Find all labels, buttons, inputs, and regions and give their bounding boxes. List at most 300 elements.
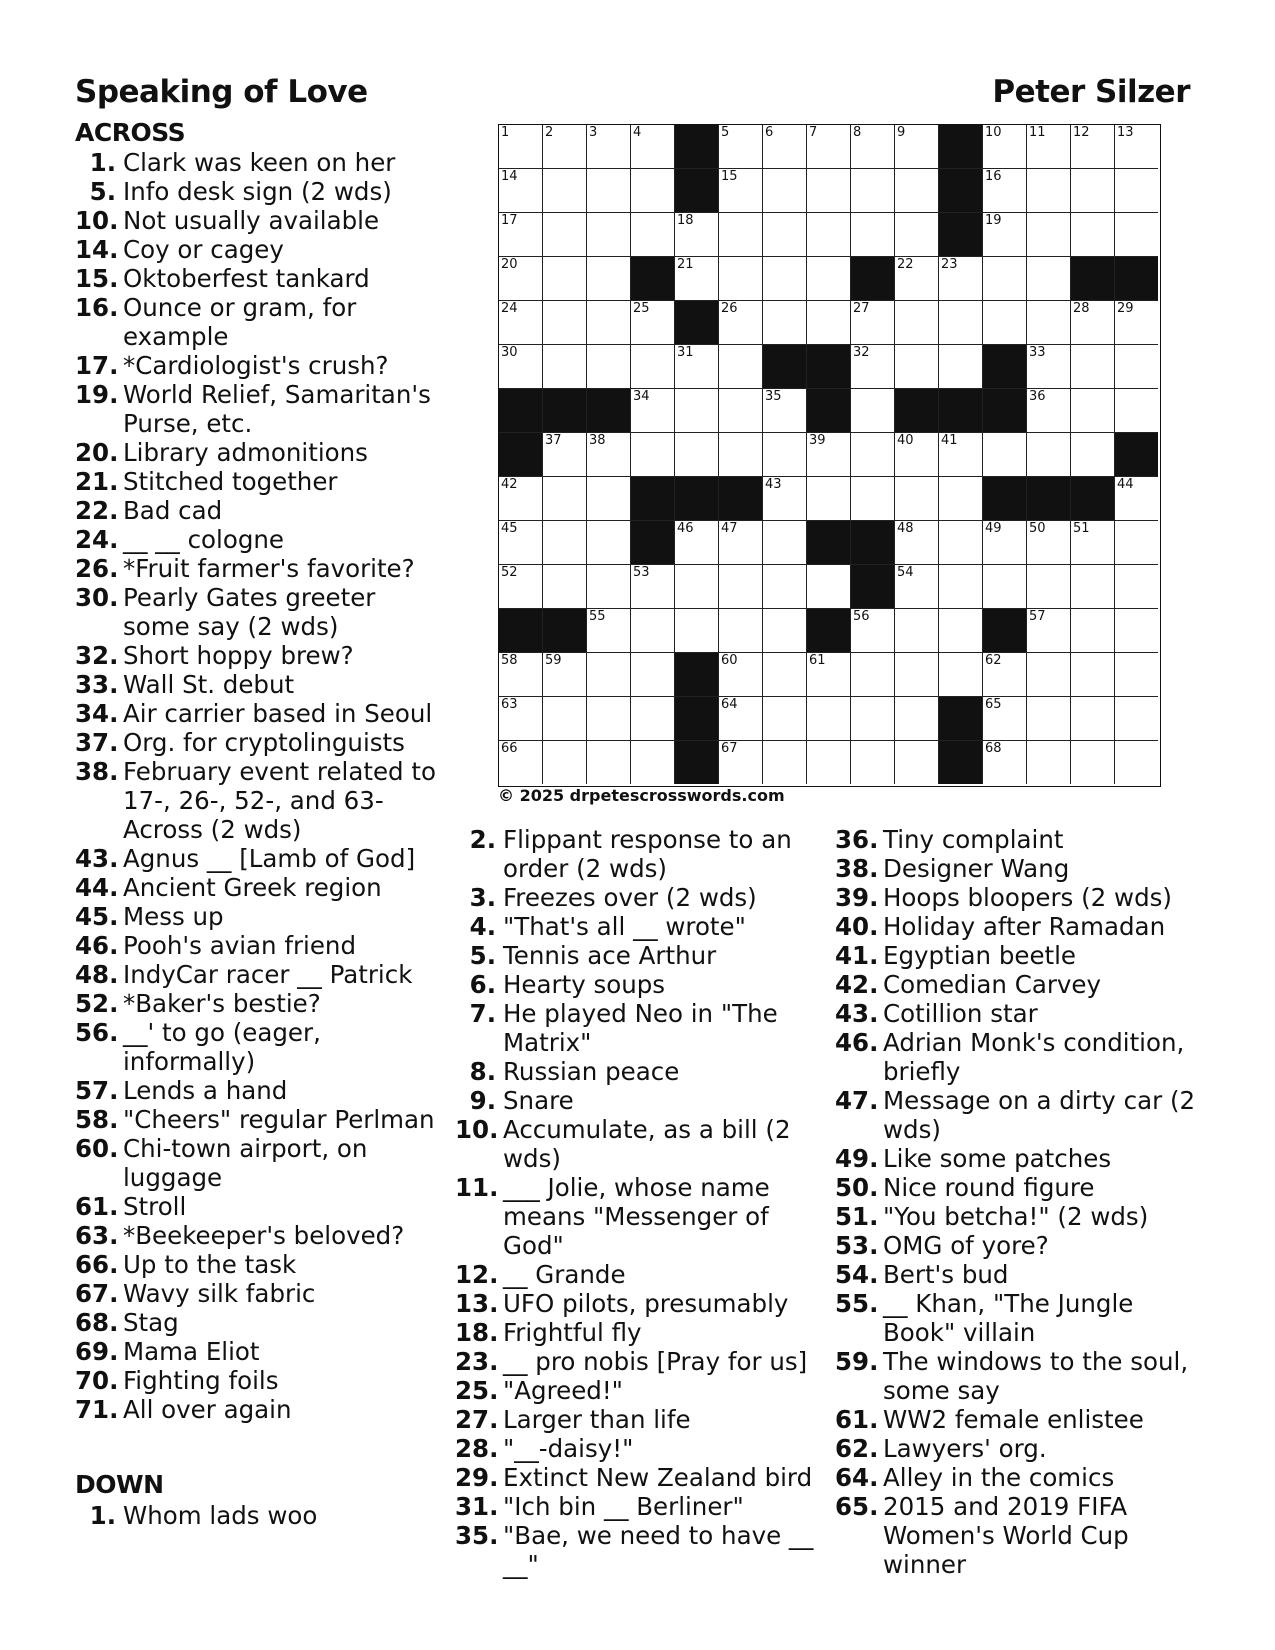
grid-cell[interactable] <box>543 301 587 345</box>
grid-cell[interactable] <box>587 213 631 257</box>
grid-cell[interactable] <box>1071 741 1115 784</box>
grid-cell[interactable] <box>1027 389 1071 433</box>
cell-number: 62 <box>985 653 1002 668</box>
grid-cell[interactable] <box>719 653 763 697</box>
grid-cell[interactable] <box>499 697 543 741</box>
grid-cell[interactable] <box>895 521 939 565</box>
clue-item <box>835 1144 1207 1173</box>
grid-cell[interactable] <box>763 565 807 609</box>
clue-number: 61. <box>835 1405 879 1434</box>
clue-text: Mess up <box>123 902 224 931</box>
grid-cell[interactable] <box>763 301 807 345</box>
clue-number: 41. <box>835 941 879 970</box>
cell-number: 42 <box>501 477 518 492</box>
cell-number: 26 <box>721 301 738 316</box>
grid-cell[interactable] <box>763 257 807 301</box>
grid-cell[interactable] <box>543 345 587 389</box>
clue-text: 2015 and 2019 FIFA Women's World Cup winner <box>883 1492 1129 1579</box>
grid-cell[interactable] <box>499 565 543 609</box>
clue-item <box>75 1076 447 1105</box>
grid-cell[interactable] <box>1115 521 1158 565</box>
clue-text: Like some patches <box>883 1144 1112 1173</box>
grid-cell[interactable] <box>587 257 631 301</box>
grid-block <box>939 741 983 784</box>
grid-cell[interactable] <box>983 301 1027 345</box>
clue-number: 52. <box>75 989 119 1018</box>
grid-cell[interactable] <box>939 345 983 389</box>
grid-cell[interactable] <box>631 389 675 433</box>
grid-cell[interactable] <box>719 213 763 257</box>
clue-item <box>75 1366 447 1395</box>
cell-number: 6 <box>765 125 774 140</box>
clue-item <box>455 1405 823 1434</box>
grid-cell[interactable] <box>851 433 895 477</box>
clue-text: "That's all __ wrote" <box>503 912 746 941</box>
grid-cell[interactable] <box>719 521 763 565</box>
grid-cell[interactable] <box>587 169 631 213</box>
clue-number: 44. <box>75 873 119 902</box>
grid-cell[interactable] <box>807 433 851 477</box>
grid-cell[interactable] <box>939 565 983 609</box>
clue-text: Extinct New Zealand bird <box>503 1463 813 1492</box>
cell-number: 13 <box>1117 125 1134 140</box>
grid-cell[interactable] <box>807 213 851 257</box>
grid-block <box>631 521 675 565</box>
grid-cell[interactable] <box>1027 213 1071 257</box>
grid-cell[interactable] <box>1027 653 1071 697</box>
clue-text: __ Grande <box>503 1260 626 1289</box>
grid-cell[interactable] <box>895 697 939 741</box>
grid-cell[interactable] <box>499 213 543 257</box>
grid-cell[interactable] <box>1115 169 1158 213</box>
grid-cell[interactable] <box>939 477 983 521</box>
clue-number: 1. <box>89 1501 116 1530</box>
grid-cell[interactable] <box>851 609 895 653</box>
grid-cell[interactable] <box>1071 125 1115 169</box>
grid-cell[interactable] <box>1027 345 1071 389</box>
cell-number: 44 <box>1117 477 1134 492</box>
grid-cell[interactable] <box>763 741 807 784</box>
grid-cell[interactable] <box>983 257 1027 301</box>
grid-cell[interactable] <box>807 477 851 521</box>
clue-text: Ancient Greek region <box>123 873 382 902</box>
clue-item <box>75 1250 447 1279</box>
grid-cell[interactable] <box>631 301 675 345</box>
grid-cell[interactable] <box>675 565 719 609</box>
clue-text: WW2 female enlistee <box>883 1405 1144 1434</box>
grid-cell[interactable] <box>543 213 587 257</box>
grid-cell[interactable] <box>719 301 763 345</box>
grid-cell[interactable] <box>983 433 1027 477</box>
clue-text: *Fruit farmer's favorite? <box>123 554 415 583</box>
grid-cell[interactable] <box>719 125 763 169</box>
grid-cell[interactable] <box>939 609 983 653</box>
clue-number: 46. <box>75 931 119 960</box>
grid-cell[interactable] <box>499 169 543 213</box>
clue-number: 45. <box>75 902 119 931</box>
grid-cell[interactable] <box>1027 697 1071 741</box>
grid-block <box>983 477 1027 521</box>
grid-block <box>675 653 719 697</box>
grid-cell[interactable] <box>939 433 983 477</box>
grid-cell[interactable] <box>631 609 675 653</box>
grid-cell[interactable] <box>543 565 587 609</box>
clue-text: Hearty soups <box>503 970 666 999</box>
grid-cell[interactable] <box>1071 433 1115 477</box>
grid-cell[interactable] <box>763 433 807 477</box>
grid-cell[interactable] <box>895 169 939 213</box>
clue-number: 69. <box>75 1337 119 1366</box>
grid-cell[interactable] <box>499 653 543 697</box>
clue-item <box>455 825 823 883</box>
grid-cell[interactable] <box>543 169 587 213</box>
grid-cell[interactable] <box>807 125 851 169</box>
grid-cell[interactable] <box>895 345 939 389</box>
clue-number: 29. <box>455 1463 499 1492</box>
grid-cell[interactable] <box>895 565 939 609</box>
clue-item <box>455 1492 823 1521</box>
grid-cell[interactable] <box>1027 433 1071 477</box>
grid-cell[interactable] <box>631 653 675 697</box>
grid-cell[interactable] <box>719 389 763 433</box>
grid-cell[interactable] <box>983 565 1027 609</box>
clue-item <box>75 1192 447 1221</box>
grid-cell[interactable] <box>939 301 983 345</box>
grid-cell[interactable] <box>895 741 939 784</box>
grid-cell[interactable] <box>719 257 763 301</box>
grid-cell[interactable] <box>895 125 939 169</box>
grid-cell[interactable] <box>807 257 851 301</box>
grid-block <box>1071 257 1115 301</box>
cell-number: 45 <box>501 521 518 536</box>
clue-item <box>455 883 823 912</box>
grid-cell[interactable] <box>1027 609 1071 653</box>
grid-cell[interactable] <box>543 125 587 169</box>
grid-cell[interactable] <box>851 477 895 521</box>
clue-text: Flippant response to an order (2 wds) <box>503 825 792 883</box>
grid-cell[interactable] <box>1115 125 1158 169</box>
grid-cell[interactable] <box>499 741 543 784</box>
clue-text: Pooh's avian friend <box>123 931 357 960</box>
grid-cell[interactable] <box>1115 345 1158 389</box>
clue-text: He played Neo in "The Matrix" <box>503 999 778 1057</box>
grid-cell[interactable] <box>1071 389 1115 433</box>
clue-item <box>835 1260 1207 1289</box>
clue-item <box>75 873 447 902</box>
clue-item <box>835 912 1207 941</box>
clue-text: __' to go (eager, informally) <box>123 1018 321 1076</box>
grid-cell[interactable] <box>1071 301 1115 345</box>
grid-cell[interactable] <box>983 521 1027 565</box>
clue-text: Up to the task <box>123 1250 297 1279</box>
grid-cell[interactable] <box>763 169 807 213</box>
clue-text: __ __ cologne <box>123 525 284 554</box>
grid-cell[interactable] <box>587 345 631 389</box>
grid-cell[interactable] <box>499 301 543 345</box>
grid-cell[interactable] <box>1071 169 1115 213</box>
grid-cell[interactable] <box>851 169 895 213</box>
clue-item <box>455 1521 823 1579</box>
grid-cell[interactable] <box>1115 741 1158 784</box>
clue-item <box>75 1308 447 1337</box>
grid-cell[interactable] <box>895 301 939 345</box>
clue-number: 47. <box>835 1086 879 1115</box>
grid-cell[interactable] <box>763 609 807 653</box>
clue-text: Wall St. debut <box>123 670 295 699</box>
grid-cell[interactable] <box>1027 565 1071 609</box>
cell-number: 65 <box>985 697 1002 712</box>
grid-cell[interactable] <box>1115 697 1158 741</box>
clue-number: 30. <box>75 583 119 612</box>
grid-cell[interactable] <box>895 433 939 477</box>
grid-cell[interactable] <box>587 125 631 169</box>
grid-cell[interactable] <box>631 213 675 257</box>
grid-cell[interactable] <box>1027 301 1071 345</box>
clue-text: Air carrier based in Seoul <box>123 699 433 728</box>
grid-block <box>543 609 587 653</box>
grid-block <box>1027 477 1071 521</box>
grid-cell[interactable] <box>719 169 763 213</box>
grid-cell[interactable] <box>631 741 675 784</box>
cell-number: 38 <box>589 433 606 448</box>
grid-cell[interactable] <box>587 741 631 784</box>
cell-number: 66 <box>501 741 518 756</box>
grid-cell[interactable] <box>807 565 851 609</box>
grid-block <box>675 741 719 784</box>
grid-cell[interactable] <box>1115 609 1158 653</box>
grid-cell[interactable] <box>631 345 675 389</box>
grid-cell[interactable] <box>895 477 939 521</box>
grid-cell[interactable] <box>719 433 763 477</box>
grid-cell[interactable] <box>983 741 1027 784</box>
grid-cell[interactable] <box>719 345 763 389</box>
grid-cell[interactable] <box>939 257 983 301</box>
grid-cell[interactable] <box>499 521 543 565</box>
grid-cell[interactable] <box>983 169 1027 213</box>
clue-number: 43. <box>835 999 879 1028</box>
grid-cell[interactable] <box>895 653 939 697</box>
grid-cell[interactable] <box>1115 389 1158 433</box>
grid-cell[interactable] <box>543 653 587 697</box>
grid-cell[interactable] <box>587 433 631 477</box>
clue-item <box>455 1086 823 1115</box>
clue-text: Pearly Gates greeter some say (2 wds) <box>123 583 376 641</box>
grid-cell[interactable] <box>499 125 543 169</box>
grid-cell[interactable] <box>1071 697 1115 741</box>
grid-cell[interactable] <box>587 565 631 609</box>
grid-cell[interactable] <box>499 257 543 301</box>
clue-text: Agnus __ [Lamb of God] <box>123 844 416 873</box>
clue-item <box>835 1028 1207 1086</box>
grid-cell[interactable] <box>631 697 675 741</box>
grid-cell[interactable] <box>895 609 939 653</box>
grid-cell[interactable] <box>807 301 851 345</box>
cell-number: 17 <box>501 213 518 228</box>
clue-text: "Agreed!" <box>503 1376 623 1405</box>
grid-cell[interactable] <box>719 565 763 609</box>
grid-cell[interactable] <box>1115 653 1158 697</box>
grid-cell[interactable] <box>543 521 587 565</box>
grid-cell[interactable] <box>543 741 587 784</box>
grid-cell[interactable] <box>763 389 807 433</box>
clue-number: 10. <box>455 1115 499 1144</box>
grid-cell[interactable] <box>1027 169 1071 213</box>
clue-text: February event related to 17-, 26-, 52-, and 63-Across (2 wds) <box>123 757 436 844</box>
grid-cell[interactable] <box>587 653 631 697</box>
clue-text: Designer Wang <box>883 854 1070 883</box>
clue-item <box>75 960 447 989</box>
grid-cell[interactable] <box>1115 565 1158 609</box>
grid-cell[interactable] <box>1115 477 1158 521</box>
grid-cell[interactable] <box>675 521 719 565</box>
clue-item <box>455 999 823 1057</box>
grid-cell[interactable] <box>851 697 895 741</box>
clue-text: __ pro nobis [Pray for us] <box>503 1347 808 1376</box>
grid-cell[interactable] <box>543 257 587 301</box>
grid-cell[interactable] <box>1027 741 1071 784</box>
clue-item <box>455 1260 823 1289</box>
grid-cell[interactable] <box>587 521 631 565</box>
clue-item <box>75 699 447 728</box>
grid-cell[interactable] <box>851 741 895 784</box>
grid-cell[interactable] <box>1071 653 1115 697</box>
grid-cell[interactable] <box>1027 125 1071 169</box>
grid-cell[interactable] <box>851 301 895 345</box>
clue-item <box>835 883 1207 912</box>
clue-item <box>455 1347 823 1376</box>
grid-cell[interactable] <box>499 477 543 521</box>
grid-cell[interactable] <box>675 213 719 257</box>
clue-number: 39. <box>835 883 879 912</box>
copyright-notice: © 2025 drpetescrosswords.com <box>498 786 785 805</box>
grid-cell[interactable] <box>631 125 675 169</box>
grid-cell[interactable] <box>675 257 719 301</box>
clue-text: Comedian Carvey <box>883 970 1101 999</box>
clue-text: Stroll <box>123 1192 187 1221</box>
grid-cell[interactable] <box>763 213 807 257</box>
grid-cell[interactable] <box>1115 301 1158 345</box>
grid-cell[interactable] <box>587 609 631 653</box>
grid-cell[interactable] <box>895 213 939 257</box>
cell-number: 52 <box>501 565 518 580</box>
grid-cell[interactable] <box>543 433 587 477</box>
grid-cell[interactable] <box>851 125 895 169</box>
cell-number: 15 <box>721 169 738 184</box>
grid-cell[interactable] <box>543 697 587 741</box>
grid-cell[interactable] <box>763 653 807 697</box>
grid-cell[interactable] <box>1071 609 1115 653</box>
grid-cell[interactable] <box>939 653 983 697</box>
clue-text: Snare <box>503 1086 574 1115</box>
grid-cell[interactable] <box>983 213 1027 257</box>
grid-cell[interactable] <box>1027 521 1071 565</box>
grid-cell[interactable] <box>719 609 763 653</box>
clue-item <box>835 1347 1207 1405</box>
grid-cell[interactable] <box>939 521 983 565</box>
clue-item <box>835 1492 1207 1579</box>
clue-number: 34. <box>75 699 119 728</box>
grid-block <box>675 477 719 521</box>
grid-cell[interactable] <box>807 697 851 741</box>
grid-cell[interactable] <box>763 521 807 565</box>
grid-cell[interactable] <box>587 477 631 521</box>
clue-item <box>75 1105 447 1134</box>
grid-cell[interactable] <box>719 741 763 784</box>
grid-cell[interactable] <box>1027 257 1071 301</box>
grid-cell[interactable] <box>807 653 851 697</box>
clue-number: 67. <box>75 1279 119 1308</box>
grid-cell[interactable] <box>851 213 895 257</box>
grid-cell[interactable] <box>763 697 807 741</box>
grid-cell[interactable] <box>631 433 675 477</box>
grid-cell[interactable] <box>983 125 1027 169</box>
grid-block <box>895 389 939 433</box>
grid-cell[interactable] <box>631 169 675 213</box>
clue-number: 5. <box>89 177 116 206</box>
clue-number: 42. <box>835 970 879 999</box>
grid-cell[interactable] <box>719 697 763 741</box>
grid-cell[interactable] <box>763 477 807 521</box>
cell-number: 18 <box>677 213 694 228</box>
cell-number: 57 <box>1029 609 1046 624</box>
grid-cell[interactable] <box>1071 213 1115 257</box>
grid-cell[interactable] <box>1115 213 1158 257</box>
clue-text: Accumulate, as a bill (2 wds) <box>503 1115 791 1173</box>
clue-number: 38. <box>75 757 119 786</box>
grid-cell[interactable] <box>895 257 939 301</box>
clue-number: 28. <box>455 1434 499 1463</box>
clue-number: 2. <box>469 825 496 854</box>
grid-cell[interactable] <box>675 609 719 653</box>
grid-cell[interactable] <box>587 697 631 741</box>
clue-item <box>75 931 447 960</box>
cell-number: 5 <box>721 125 730 140</box>
clue-text: UFO pilots, presumably <box>503 1289 789 1318</box>
grid-cell[interactable] <box>851 345 895 389</box>
grid-block <box>675 301 719 345</box>
grid-cell[interactable] <box>631 565 675 609</box>
clue-text: __ Khan, "The Jungle Book" villain <box>883 1289 1134 1347</box>
grid-cell[interactable] <box>851 389 895 433</box>
clue-number: 8. <box>469 1057 496 1086</box>
grid-cell[interactable] <box>851 653 895 697</box>
clue-number: 64. <box>835 1463 879 1492</box>
grid-cell[interactable] <box>675 345 719 389</box>
grid-cell[interactable] <box>499 345 543 389</box>
grid-cell[interactable] <box>587 301 631 345</box>
grid-block <box>631 477 675 521</box>
clue-text: Bad cad <box>123 496 223 525</box>
grid-cell[interactable] <box>675 389 719 433</box>
grid-cell[interactable] <box>1071 565 1115 609</box>
grid-cell[interactable] <box>983 653 1027 697</box>
grid-cell[interactable] <box>543 477 587 521</box>
cell-number: 14 <box>501 169 518 184</box>
grid-cell[interactable] <box>983 697 1027 741</box>
grid-cell[interactable] <box>763 125 807 169</box>
clue-number: 40. <box>835 912 879 941</box>
grid-cell[interactable] <box>807 741 851 784</box>
clue-item <box>75 989 447 1018</box>
grid-block <box>587 389 631 433</box>
cell-number: 25 <box>633 301 650 316</box>
grid-cell[interactable] <box>1071 345 1115 389</box>
grid-cell[interactable] <box>1071 521 1115 565</box>
clue-item <box>75 902 447 931</box>
clue-number: 32. <box>75 641 119 670</box>
grid-cell[interactable] <box>675 433 719 477</box>
grid-cell[interactable] <box>807 169 851 213</box>
